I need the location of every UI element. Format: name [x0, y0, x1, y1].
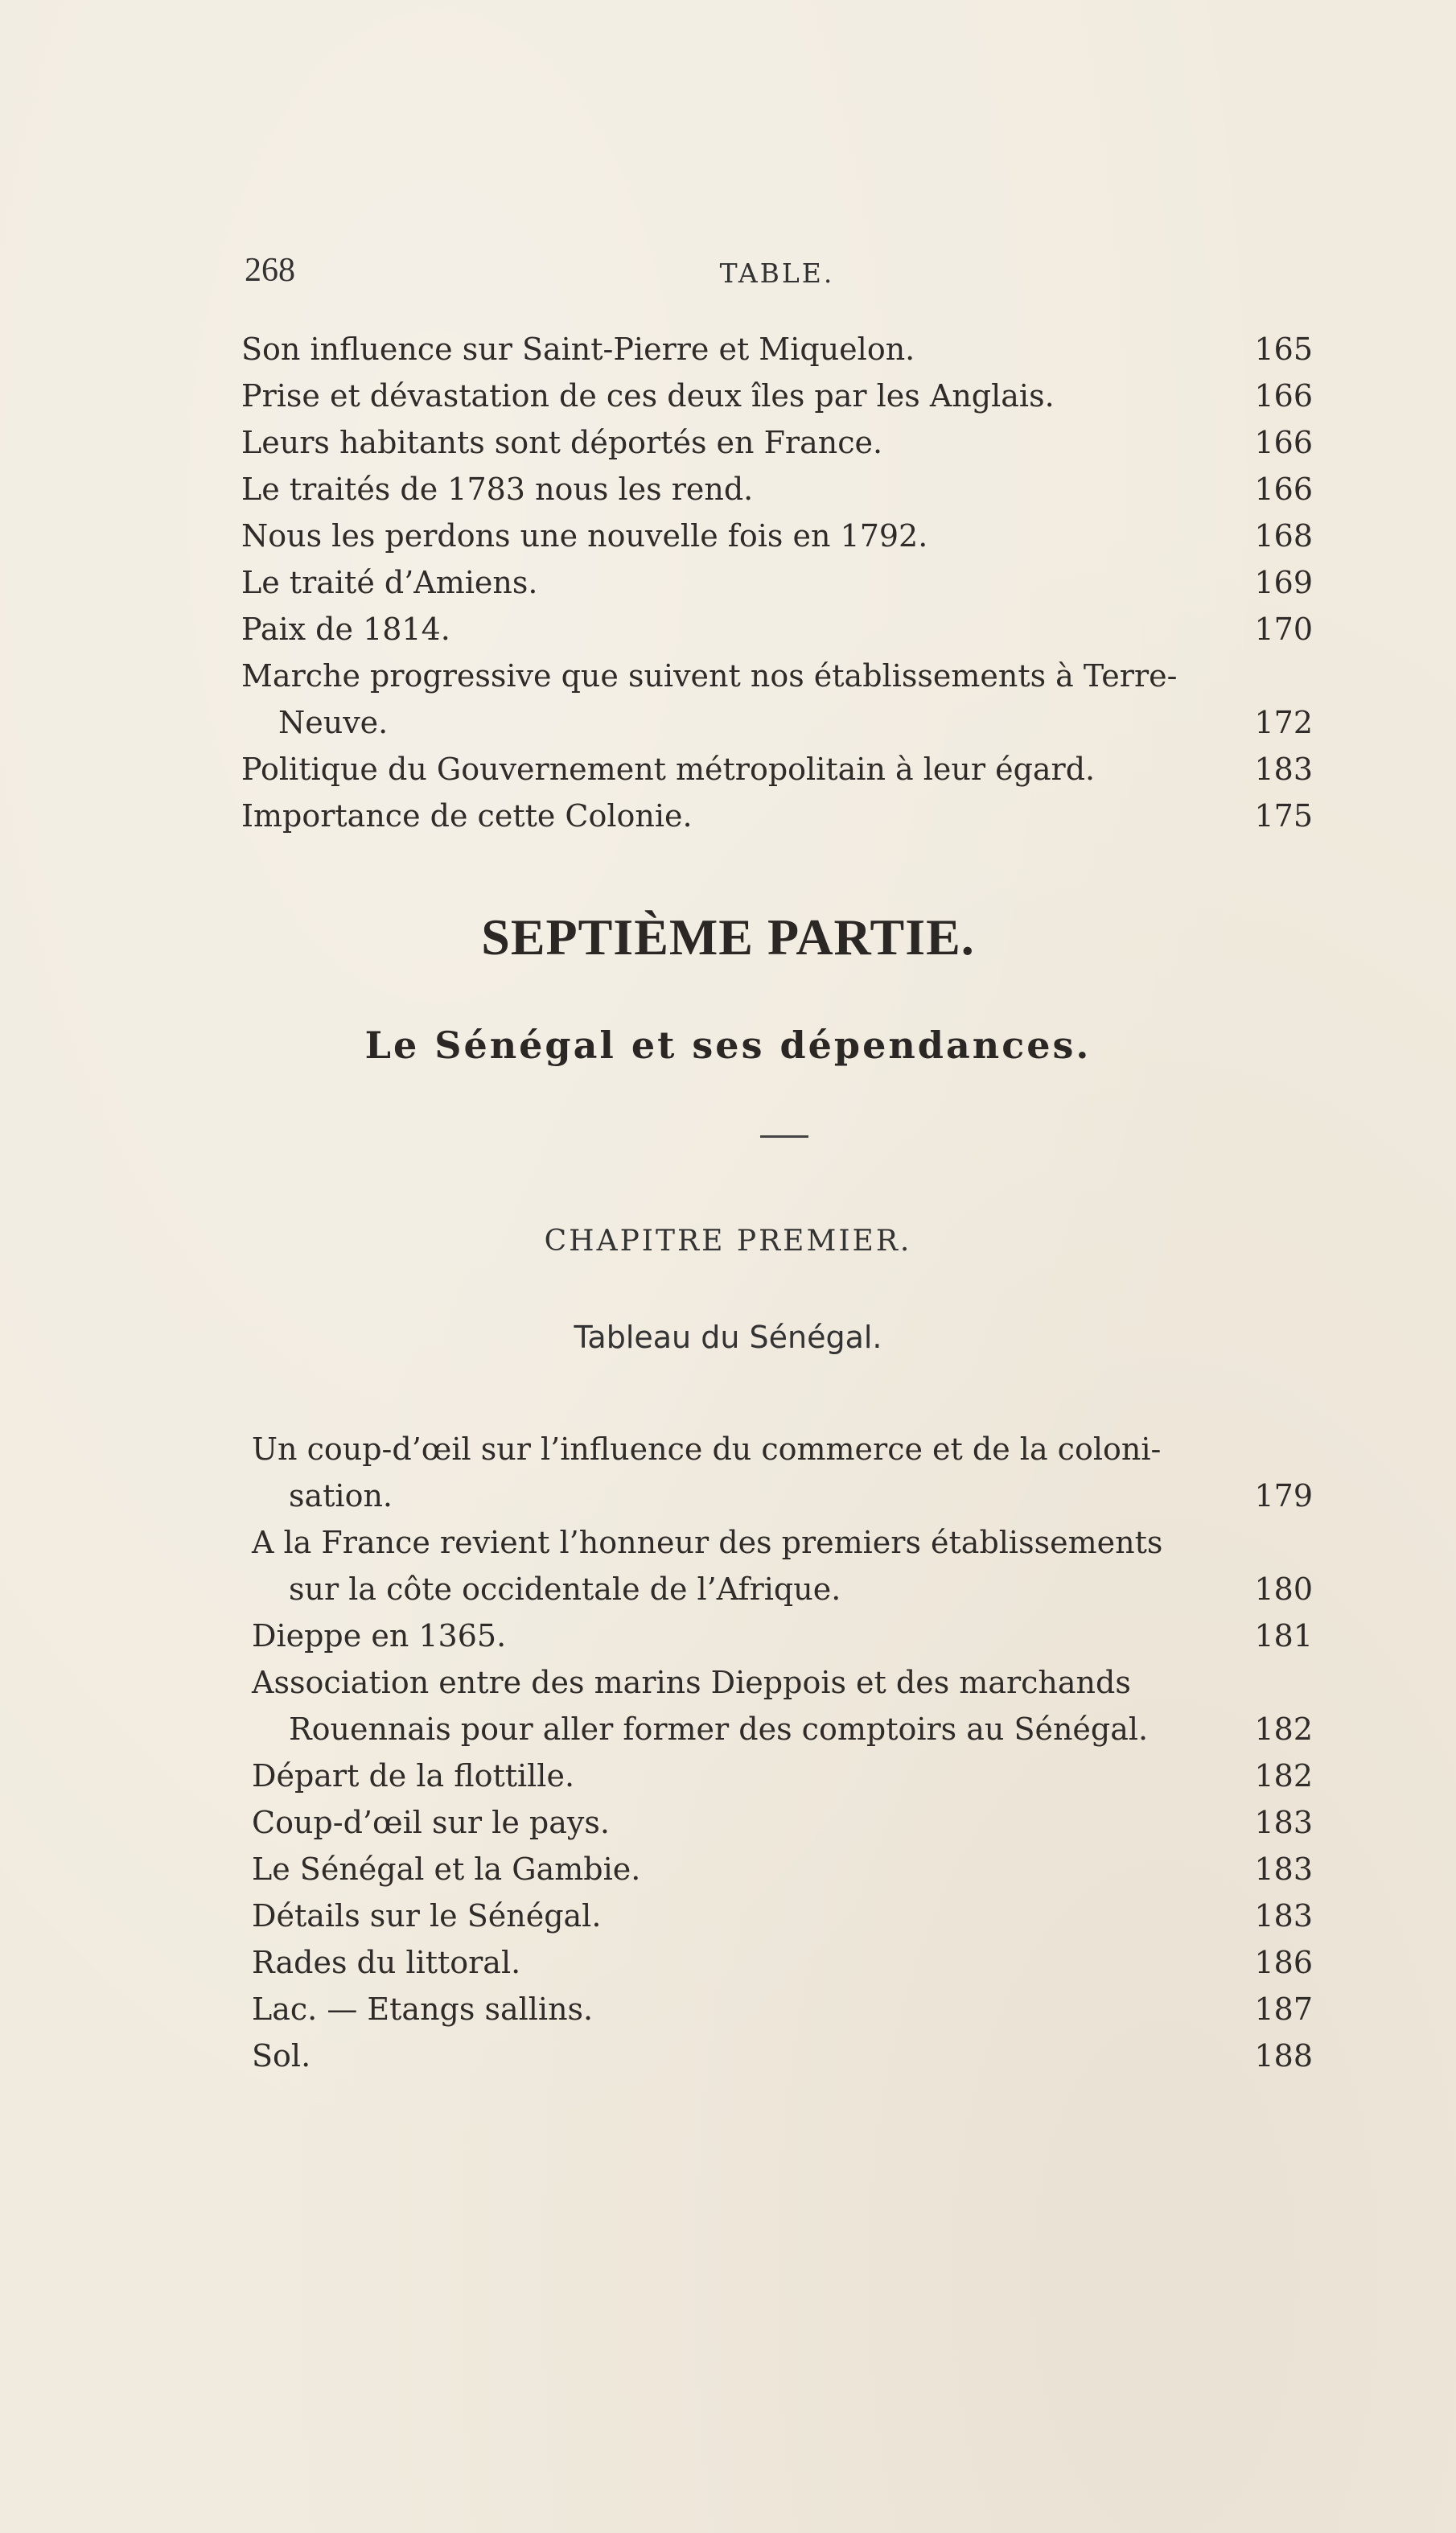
- toc-page-number: 182: [1254, 1711, 1313, 1747]
- toc-entry-text: Lac. — Etangs sallins.: [252, 1991, 594, 2027]
- table-of-contents-bottom: [252, 1426, 1319, 2079]
- chapter-subtitle: Tableau du Sénégal.: [574, 1320, 882, 1355]
- toc-entry: [252, 1799, 1319, 1846]
- toc-page-number: 170: [1254, 612, 1313, 647]
- toc-page-number: 187: [1254, 1991, 1313, 2027]
- toc-entry-text: Coup-d’œil sur le pays.: [252, 1805, 610, 1840]
- toc-entry-text-continued: sation.: [289, 1478, 393, 1514]
- toc-entry: [241, 653, 1319, 746]
- toc-entry: [241, 466, 1319, 513]
- toc-entry-text: Départ de la flottille.: [252, 1758, 575, 1794]
- toc-entry: [252, 1519, 1319, 1612]
- toc-entry-text: A la France revient l’honneur des premiers établissements: [252, 1525, 1163, 1560]
- toc-entry: [252, 1846, 1319, 1893]
- toc-page-number: 169: [1254, 565, 1313, 600]
- toc-entry-text: Politique du Gouvernement métropolitain à leur égard.: [241, 752, 1096, 787]
- toc-page-number: 172: [1254, 705, 1313, 740]
- section-divider: [760, 1135, 808, 1138]
- toc-entry-text-continued: Neuve.: [278, 705, 389, 740]
- part-subtitle: Le Sénégal et ses dépendances.: [364, 1023, 1092, 1067]
- toc-entry-text: Un coup-d’œil sur l’influence du commerce et de la coloni-: [252, 1431, 1162, 1467]
- toc-page-number: 180: [1254, 1571, 1313, 1607]
- toc-entry: [241, 513, 1319, 559]
- toc-entry-text: Paix de 1814.: [241, 612, 450, 647]
- page-number: 268: [245, 252, 295, 289]
- toc-entry: [252, 1893, 1319, 1939]
- toc-entry-text: Leurs habitants sont déportés en France.: [241, 425, 883, 460]
- toc-entry: [241, 559, 1319, 606]
- toc-entry-text: Prise et dévastation de ces deux îles par les Anglais.: [241, 378, 1055, 414]
- toc-entry: [252, 1986, 1319, 2033]
- toc-entry-text: Le traité d’Amiens.: [241, 565, 538, 600]
- toc-entry-text: Nous les perdons une nouvelle fois en 1792.: [241, 518, 928, 554]
- toc-entry: [241, 326, 1319, 373]
- toc-entry: [252, 1612, 1319, 1659]
- toc-entry: [241, 419, 1319, 466]
- toc-entry-text: Sol.: [252, 2038, 311, 2074]
- chapter-title: CHAPITRE PREMIER.: [544, 1225, 912, 1258]
- toc-entry-text: Rades du littoral.: [252, 1945, 521, 1980]
- toc-entry-text: Importance de cette Colonie.: [241, 798, 693, 834]
- toc-entry: [241, 606, 1319, 653]
- toc-entry: [252, 1939, 1319, 1986]
- toc-entry-text: Son influence sur Saint-Pierre et Miquelon.: [241, 332, 915, 367]
- toc-entry-text: Dieppe en 1365.: [252, 1618, 507, 1654]
- toc-entry: [252, 1753, 1319, 1799]
- toc-page-number: 183: [1254, 1851, 1313, 1887]
- toc-entry-text: Détails sur le Sénégal.: [252, 1898, 602, 1934]
- toc-entry: [252, 2033, 1319, 2079]
- toc-entry: [241, 793, 1319, 839]
- toc-page-number: 168: [1254, 518, 1313, 554]
- toc-page-number: 183: [1254, 1898, 1313, 1934]
- toc-entry: [252, 1659, 1319, 1753]
- toc-page-number: 183: [1254, 752, 1313, 787]
- running-title: TABLE.: [719, 257, 835, 289]
- toc-entry-text: Le traités de 1783 nous les rend.: [241, 472, 754, 507]
- toc-page-number: 165: [1254, 332, 1313, 367]
- toc-page-number: 181: [1254, 1618, 1313, 1654]
- toc-page-number: 182: [1254, 1758, 1313, 1794]
- toc-entry-text-continued: sur la côte occidentale de l’Afrique.: [289, 1571, 841, 1607]
- toc-entry-text: Association entre des marins Dieppois et des marchands: [252, 1665, 1131, 1700]
- toc-page-number: 175: [1254, 798, 1313, 834]
- table-of-contents-top: [241, 326, 1319, 839]
- toc-page-number: 179: [1254, 1478, 1313, 1514]
- toc-entry: [241, 373, 1319, 419]
- toc-page-number: 186: [1254, 1945, 1313, 1980]
- toc-page-number: 183: [1254, 1805, 1313, 1840]
- toc-page-number: 188: [1254, 2038, 1313, 2074]
- toc-entry: [252, 1426, 1319, 1519]
- toc-entry: [241, 746, 1319, 793]
- toc-entry-text-continued: Rouennais pour aller former des comptoirs au Sénégal.: [289, 1711, 1149, 1747]
- toc-entry-text: Marche progressive que suivent nos établissements à Terre-: [241, 658, 1178, 694]
- toc-page-number: 166: [1254, 425, 1313, 460]
- page-header: [245, 251, 1310, 299]
- toc-page-number: 166: [1254, 472, 1313, 507]
- part-title: SEPTIÈME PARTIE.: [481, 908, 975, 966]
- toc-page-number: 166: [1254, 378, 1313, 414]
- toc-entry-text: Le Sénégal et la Gambie.: [252, 1851, 641, 1887]
